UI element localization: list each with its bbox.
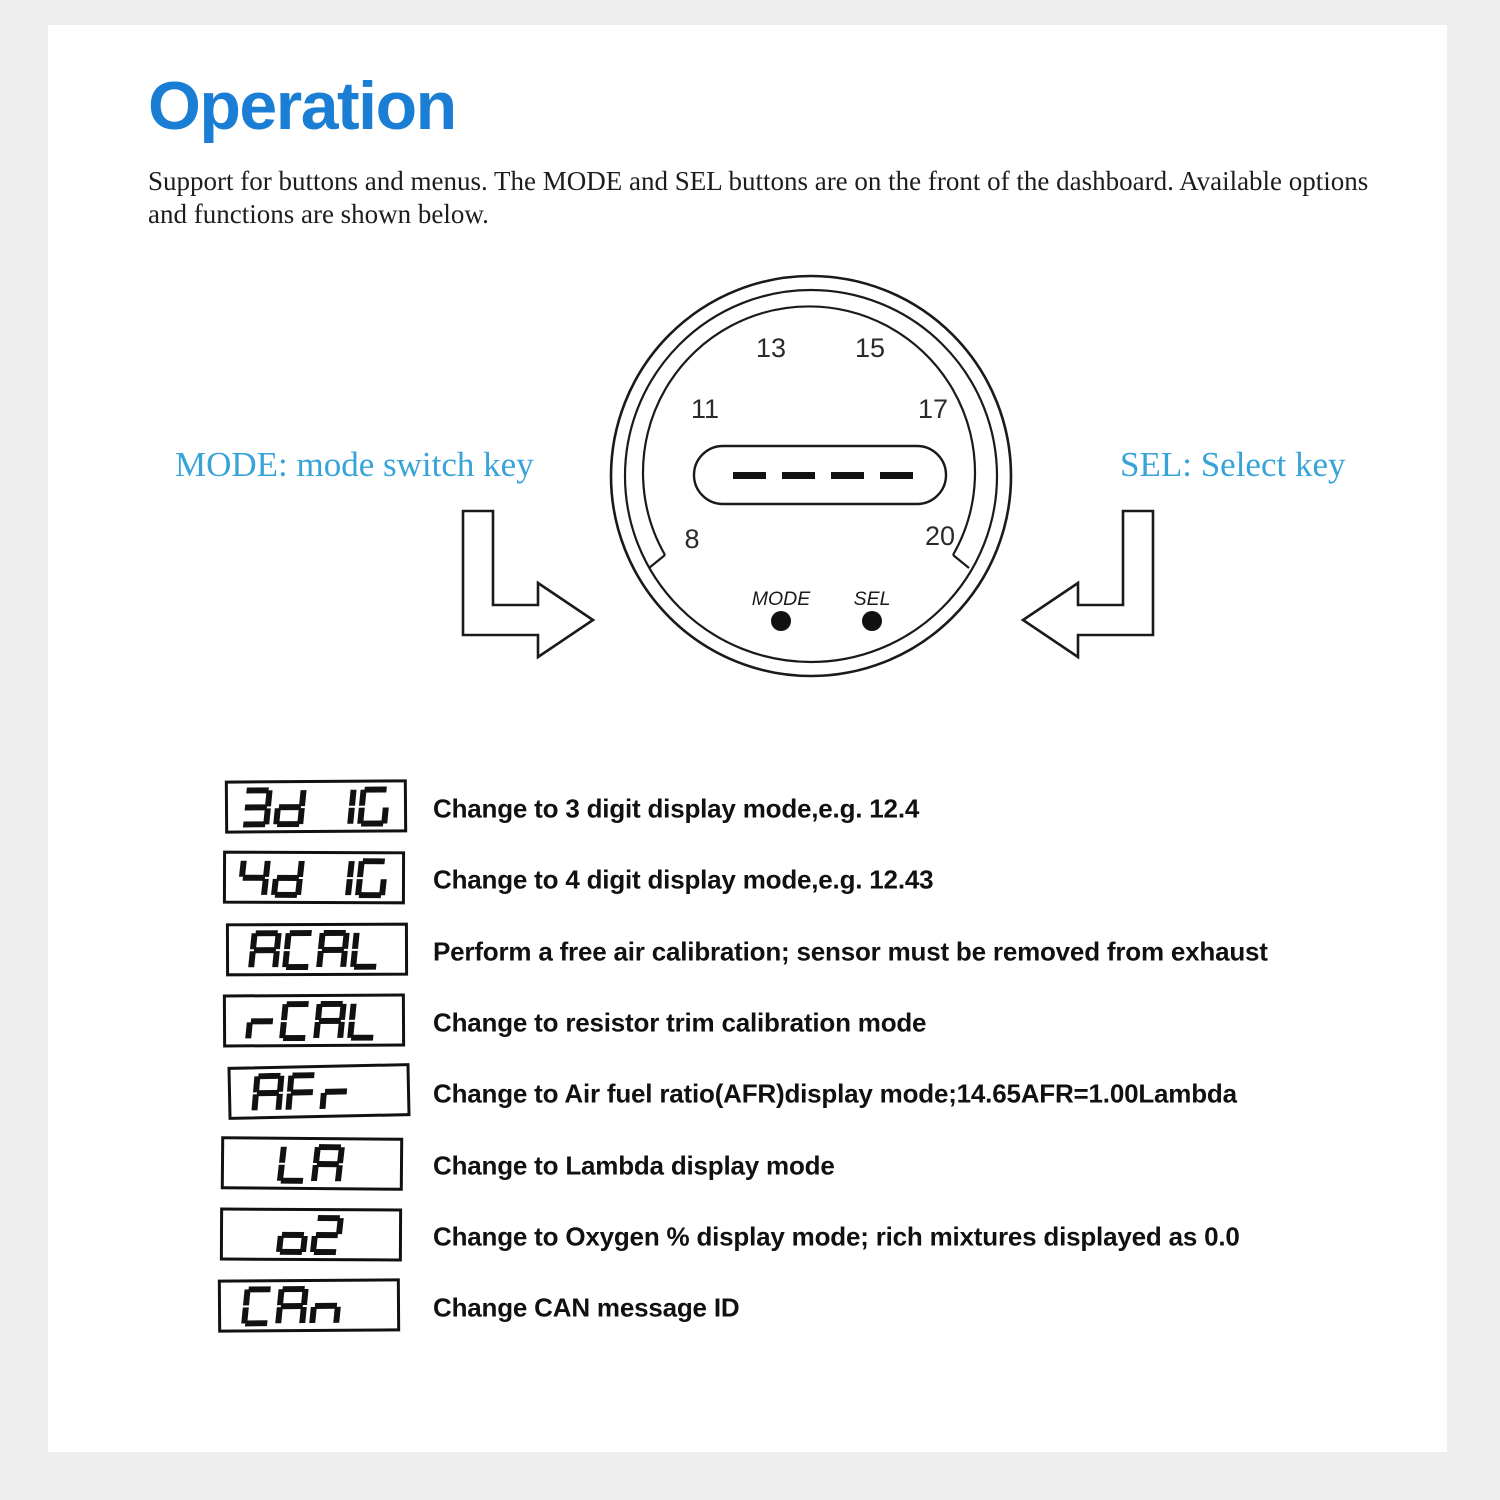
dial-number-15: 15 (854, 333, 886, 363)
mode-arrow-shape (463, 511, 593, 657)
mode-arrow (456, 505, 601, 665)
menu-item (223, 780, 1473, 833)
mode-key-callout: MODE: mode switch key (175, 445, 534, 484)
lcd-box (225, 779, 407, 833)
sel-button[interactable] (862, 611, 882, 631)
page-title: Operation (148, 68, 456, 144)
menu-item-description: Change CAN message ID (433, 1291, 740, 1322)
lcd-box (220, 1208, 402, 1262)
menu-item (223, 851, 1473, 904)
intro-paragraph (148, 165, 1478, 231)
menu-item-description: Change to 3 digit display mode,e.g. 12.4 (433, 792, 920, 823)
menu-item (223, 1208, 1473, 1261)
dial-number-20: 20 (924, 521, 956, 551)
menu-item (223, 994, 1473, 1047)
sel-arrow-shape (1023, 511, 1153, 657)
menu-item (223, 923, 1473, 976)
lcd-text (259, 1214, 363, 1255)
lcd-text (238, 786, 394, 827)
dial-number-13: 13 (755, 333, 787, 363)
dial-number-8: 8 (684, 524, 700, 554)
sel-key-callout: SEL: Select key (1120, 445, 1346, 484)
menu-item-description: Change to 4 digit display mode,e.g. 12.43 (433, 863, 934, 894)
lcd-display-dashes (733, 472, 913, 479)
menu-item (223, 1137, 1473, 1190)
dial-number-11: 11 (690, 394, 720, 424)
menu-item-description: Perform a free air calibration; sensor must be removed from exhaust (433, 935, 1268, 966)
menu-item-description: Change to resistor trim calibration mode (433, 1006, 927, 1037)
gauge-dial-arc-notch-left (649, 555, 665, 568)
menu-item-description: Change to Lambda display mode (433, 1149, 835, 1180)
dial-number-17: 17 (917, 394, 949, 424)
lcd-text (247, 929, 387, 969)
lcd-box (223, 851, 405, 905)
lcd-box (226, 923, 408, 977)
lcd-text (240, 1285, 378, 1326)
gauge-diagram (608, 273, 1014, 679)
document-page (48, 25, 1447, 1452)
intro-line-1: Support for buttons and menus. The MODE and SEL buttons are on the front of the dashboard. Available options (148, 166, 1369, 196)
lcd-box (218, 1278, 400, 1332)
lcd-text (236, 857, 392, 898)
lcd-text (244, 1000, 384, 1041)
intro-line-2: and functions are shown below. (148, 199, 489, 229)
lcd-box (221, 1136, 403, 1191)
menu-item (223, 1065, 1473, 1118)
mode-button[interactable] (771, 611, 791, 631)
lcd-box (223, 994, 405, 1048)
sel-button-label: SEL (853, 588, 891, 610)
sel-arrow (1016, 505, 1161, 665)
lcd-box (227, 1063, 410, 1120)
gauge-dial-arc-notch-right (953, 555, 969, 568)
menu-item-description: Change to Air fuel ratio(AFR)display mode;14.65AFR=1.00Lambda (433, 1077, 1237, 1108)
gauge-dial-arc (643, 306, 975, 555)
menu-item (223, 1279, 1473, 1332)
mode-button-label: MODE (751, 588, 811, 610)
gauge-dial-numbers (684, 333, 955, 554)
lcd-text (250, 1070, 389, 1113)
lcd-text (260, 1143, 364, 1184)
menu-item-description: Change to Oxygen % display mode; rich mixtures displayed as 0.0 (433, 1220, 1240, 1251)
